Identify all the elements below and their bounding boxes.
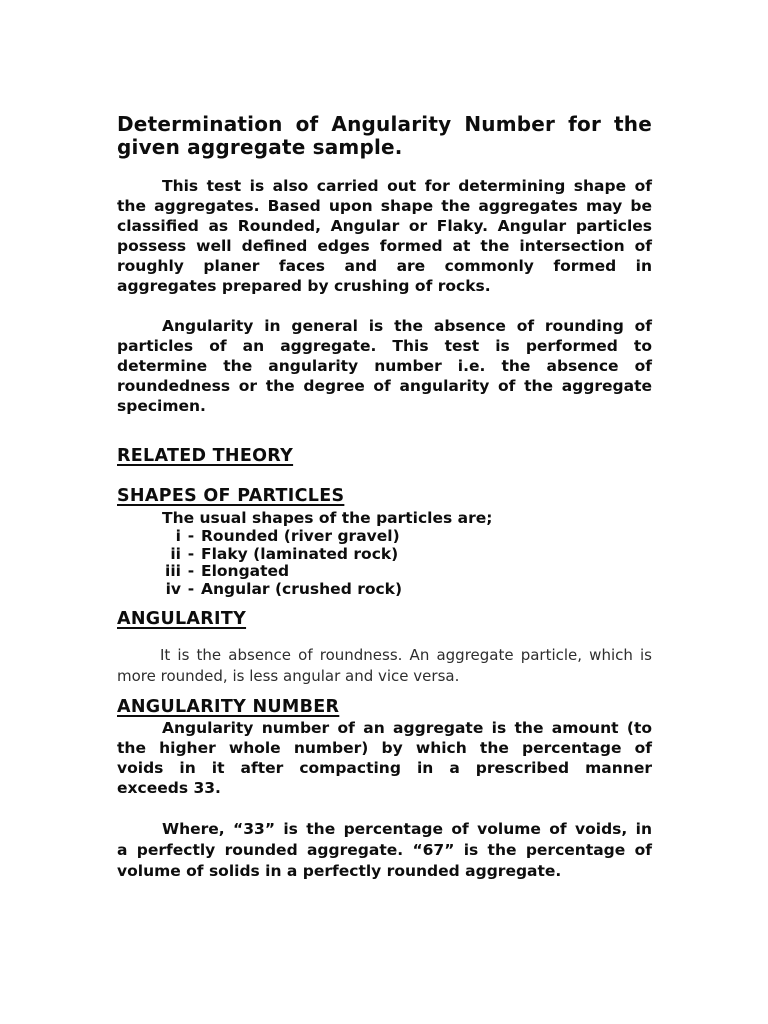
heading-shapes-of-particles-text: SHAPES OF PARTICLES [117,486,345,506]
list-item-label: Rounded (river gravel) [201,527,400,545]
list-item-numeral: iv [165,579,181,598]
heading-related-theory [117,446,652,467]
heading-angularity [117,609,652,630]
paragraph-angularity-definition: It is the absence of roundness. An aggregate particle, which is more rounded, is less angular and vice versa. [117,646,652,685]
list-item [117,546,652,564]
heading-shapes-of-particles [117,486,652,507]
list-item-numeral: iii [165,562,181,580]
heading-angularity-number-text: ANGULARITY NUMBER [117,697,340,717]
list-item [117,563,652,581]
list-item-label: Elongated [201,562,290,580]
list-item-separator: - [187,579,195,598]
list-item [117,528,652,546]
document-title: Determination of Angularity Number for the given aggregate sample. [117,112,652,159]
heading-angularity-number [117,697,652,718]
paragraph-angularity-number-definition: Angularity number of an aggregate is the amount (to the higher whole number) by which the percentage of voids in it after compacting in a prescribed manner exceeds 33. [117,719,652,797]
list-item-separator: - [187,562,195,580]
list-item-separator: - [187,544,195,563]
shapes-list [117,528,652,598]
list-item-separator: - [187,527,195,545]
list-item-label: Flaky (laminated rock) [201,544,399,563]
document-content [117,113,652,882]
paragraph-where-note: Where, “33” is the percentage of volume of voids, in a perfectly rounded aggregate. “67” is the percentage of volume of solids in a perfectly rounded aggregate. [117,820,652,880]
list-item-label: Angular (crushed rock) [201,579,403,598]
list-item-numeral: ii [170,544,181,563]
list-item [117,581,652,599]
shapes-list-intro: The usual shapes of the particles are; [162,509,493,527]
list-item-numeral: i [175,527,181,545]
paragraph-test-purpose: This test is also carried out for determining shape of the aggregates. Based upon shape the aggregates may be classified as Rounded, Angular or Flaky. Angular particles possess well defined edges formed at the intersection of roughly planer faces and are commonly formed in aggregates prepared by crushing of rocks. [117,177,652,295]
paragraph-angularity-general: Angularity in general is the absence of rounding of particles of an aggregate. This test is performed to determine the angularity number i.e. the absence of roundedness or the degree of angularity of the aggregate specimen. [117,317,652,415]
heading-related-theory-text: RELATED THEORY [117,446,294,466]
heading-angularity-text: ANGULARITY [117,609,247,629]
